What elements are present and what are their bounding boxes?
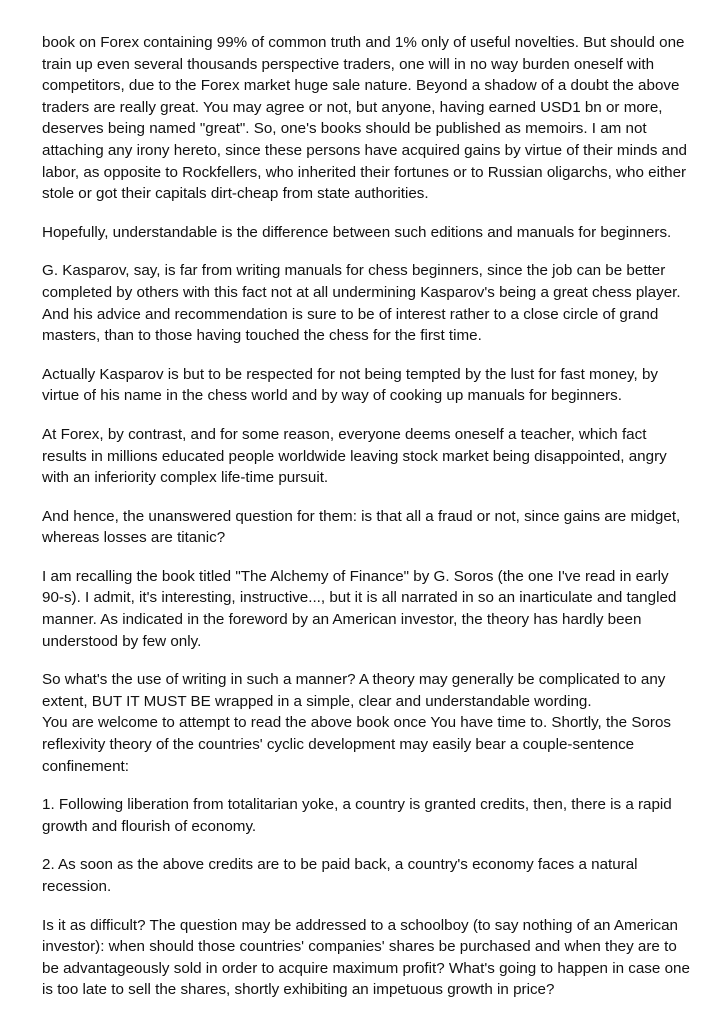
paragraph-kasparov-manuals: G. Kasparov, say, is far from writing manuals for chess beginners, since the job can be better completed by others with this fact not at all undermining Kasparov's being a great chess player. And his advice and recommendation is sure to be of interest rather to a close circle of grand masters, than to those having touched the chess for the first time.	[42, 262, 681, 345]
paragraph-alchemy-of-finance: I am recalling the book titled "The Alchemy of Finance" by G. Soros (the one I've read in early 90-s). I admit, it's interesting, instructive..., but it is all narrated in so an inarticulate and tangled manner. As indicated in the foreword by an American investor, the theory has hardly been understood by few only.	[42, 567, 677, 650]
paragraph-kasparov-respect: Actually Kasparov is but to be respected for not being tempted by the lust for fast money, by virtue of his name in the chess world and by way of cooking up manuals for beginners.	[42, 365, 658, 405]
paragraph-editions-difference: Hopefully, understandable is the difference between such editions and manuals for beginners.	[42, 223, 672, 241]
paragraph-reflexivity-theory: You are welcome to attempt to read the above book once You have time to. Shortly, the Soros reflexivity theory of the countries' cyclic development may easily bear a couple-sentence confinement:	[42, 714, 671, 775]
paragraph-point-one: 1. Following liberation from totalitarian yoke, a country is granted credits, then, there is a rapid growth and flourish of economy.	[42, 796, 672, 835]
paragraph-forex-teachers: At Forex, by contrast, and for some reason, everyone deems oneself a teacher, which fact results in millions educated people worldwide leaving stock market being disappointed, angry with an inferiority complex life-time pursuit.	[42, 425, 667, 487]
paragraph-unanswered-question: And hence, the unanswered question for them: is that all a fraud or not, since gains are midget, whereas losses are titanic?	[42, 507, 681, 547]
paragraph-forex-book: book on Forex containing 99% of common truth and 1% only of useful novelties. But should one train up even several thousands perspective traders, one will in no way burden oneself with competitors, due to the Forex market huge sale nature. Beyond a shadow of a doubt the above traders are really great. You may agree or not, but anyone, having earned USD1 bn or more, deserves being named "great". So, one's books should be published as memoirs. I am not attaching any irony hereto, since these persons have acquired gains by virtue of their minds and labor, as opposite to Rockfellers, who inherited their fortunes or to Russian oligarchs, who either stole or got their capitals dirt-cheap from state authorities.	[42, 34, 688, 203]
paragraph-schoolboy-question: Is it as difficult? The question may be addressed to a schoolboy (to say nothing of an American investor): when should those countries' companies' shares be purchased and when they are to be advantageously sold in order to acquire maximum profit? What's going to happen in case one is too late to sell the shares, shortly exhibiting an impetuous growth in price?	[42, 916, 690, 999]
document-page	[42, 32, 690, 1018]
paragraph-point-two: 2. As soon as the above credits are to be paid back, a country's economy faces a natural recession.	[42, 856, 638, 895]
paragraph-writing-manner: So what's the use of writing in such a manner? A theory may generally be complicated to any extent, BUT IT MUST BE wrapped in a simple, clear and understandable wording.	[42, 671, 666, 710]
